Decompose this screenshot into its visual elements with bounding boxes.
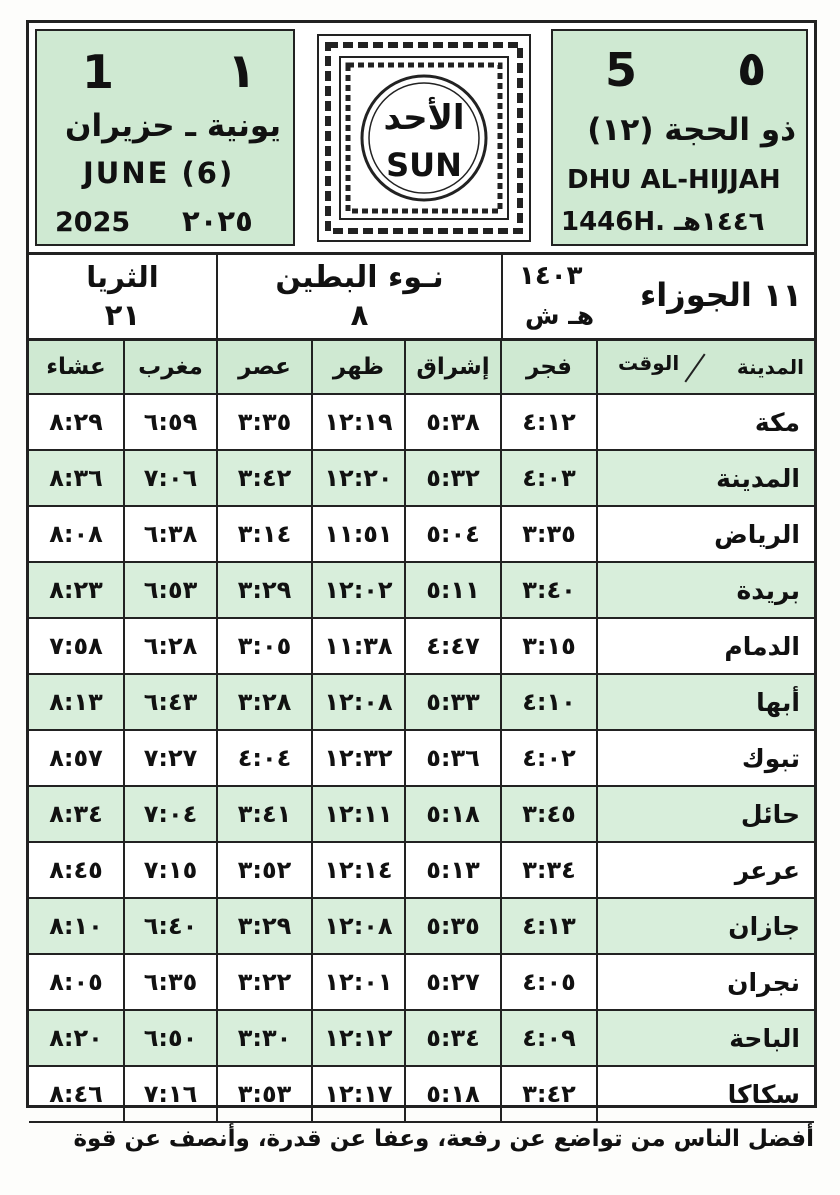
table-row [29,842,814,898]
prayer-time-cell: ٧:١٥ [124,842,217,898]
prayer-time-cell: ٨:٤٦ [29,1066,124,1122]
prayer-time-cell: ٨:٢٠ [29,1010,124,1066]
naw-day: ٨ [350,298,369,332]
prayer-time-cell: ٦:٤٠ [124,898,217,954]
city-name-cell: جازان [597,898,814,954]
table-header-row [29,341,814,394]
prayer-time-cell: ٥:٣٣ [405,674,501,730]
calendar-card [26,20,817,1108]
weekday-arabic: الأحد [383,98,465,138]
gregorian-year-arabic: ٢٠٢٥ [182,204,253,238]
solar-year: ١٤٠٣ [519,261,583,291]
prayer-time-cell: ١٢:١٢ [312,1010,405,1066]
city-name-cell: سكاكا [597,1066,814,1122]
naw-name: نـوء البطين [275,260,444,295]
prayer-time-cell: ٦:٥٠ [124,1010,217,1066]
prayer-time-cell: ٤:٠٩ [501,1010,597,1066]
table-row [29,1010,814,1066]
header-slash [684,354,705,383]
table-row [29,954,814,1010]
prayer-time-cell: ٨:٥٧ [29,730,124,786]
prayer-time-cell: ٦:٣٥ [124,954,217,1010]
gregorian-month-english: JUNE (6) [83,156,235,190]
prayer-time-cell: ٧:٥٨ [29,618,124,674]
prayer-time-cell: ٦:٤٣ [124,674,217,730]
prayer-time-cell: ٥:٣٢ [405,450,501,506]
prayer-time-cell: ١٢:٣٢ [312,730,405,786]
footer-quote: أفضل الناس من تواضع عن رفعة، وعفا عن قدرة، وأنصف عن قوة [73,1126,814,1152]
city-name-cell: نجران [597,954,814,1010]
weekday-english: SUN [386,146,462,184]
weekday-emblem [311,29,537,246]
prayer-time-cell: ٥:٢٧ [405,954,501,1010]
prayer-time-cell: ٧:٠٦ [124,450,217,506]
prayer-time-cell: ٥:١١ [405,562,501,618]
prayer-time-cell: ٤:١٢ [501,394,597,450]
table-row [29,898,814,954]
prayer-time-cell: ٥:١٣ [405,842,501,898]
prayer-time-cell: ٣:٤٥ [501,786,597,842]
prayer-time-cell: ٣:٥٣ [217,1066,312,1122]
divider [501,255,503,338]
prayer-time-cell: ٣:٤١ [217,786,312,842]
prayer-time-cell: ٨:٣٦ [29,450,124,506]
prayer-time-cell: ٥:١٨ [405,1066,501,1122]
prayer-time-cell: ١٢:٠٨ [312,898,405,954]
city-name-cell: بريدة [597,562,814,618]
city-name-cell: الباحة [597,1010,814,1066]
prayer-time-cell: ٣:٢٩ [217,898,312,954]
prayer-time-cell: ٣:٥٢ [217,842,312,898]
hijri-day-arabic: ٥ [737,41,767,97]
prayer-time-cell: ٥:٣٤ [405,1010,501,1066]
prayer-time-cell: ١٢:٠٨ [312,674,405,730]
prayer-time-cell: ٣:١٥ [501,618,597,674]
city-name-cell: حائل [597,786,814,842]
zodiac-date: ١١ الجوزاء [639,276,802,314]
prayer-time-cell: ٦:٥٩ [124,394,217,450]
gregorian-day-latin: 1 [82,45,115,99]
table-row [29,394,814,450]
prayer-time-cell: ٨:٣٤ [29,786,124,842]
prayer-time-cell: ٨:١٠ [29,898,124,954]
header-sunrise: إشراق [405,341,501,394]
header-asr: عصر [217,341,312,394]
prayer-time-cell: ٧:١٦ [124,1066,217,1122]
prayer-time-cell: ١٢:١١ [312,786,405,842]
table-row [29,506,814,562]
prayer-time-cell: ١٢:٢٠ [312,450,405,506]
prayer-time-cell: ٥:١٨ [405,786,501,842]
prayer-time-cell: ٦:٢٨ [124,618,217,674]
city-name-cell: المدينة [597,450,814,506]
prayer-time-cell: ٥:٣٥ [405,898,501,954]
prayer-time-cell: ١٢:١٤ [312,842,405,898]
hijri-day-latin: 5 [605,43,638,97]
prayer-time-cell: ٥:٠٤ [405,506,501,562]
prayer-time-cell: ٣:٣٤ [501,842,597,898]
prayer-time-cell: ٨:١٣ [29,674,124,730]
header-city-label: المدينة [736,355,804,379]
prayer-time-cell: ٨:٢٣ [29,562,124,618]
prayer-time-cell: ٨:٤٥ [29,842,124,898]
hijri-month-english: DHU AL-HIJJAH [567,165,781,195]
prayer-time-cell: ٣:٣٠ [217,1010,312,1066]
prayer-time-cell: ٤:٤٧ [405,618,501,674]
gregorian-month-arabic: يونية ـ حزيران [65,108,281,144]
star-day: ٢١ [104,298,141,332]
prayer-time-cell: ٦:٣٨ [124,506,217,562]
table-row [29,450,814,506]
astronomy-info-row [29,252,814,341]
prayer-time-cell: ٤:١٣ [501,898,597,954]
prayer-time-cell: ٤:٠٢ [501,730,597,786]
prayer-time-cell: ١٢:٠١ [312,954,405,1010]
prayer-time-cell: ٣:٤٢ [501,1066,597,1122]
hijri-year: 1446H. ١٤٤٦هـ [561,207,765,237]
prayer-time-cell: ٨:٠٥ [29,954,124,1010]
prayer-time-cell: ١٢:١٩ [312,394,405,450]
prayer-time-cell: ٤:١٠ [501,674,597,730]
city-name-cell: تبوك [597,730,814,786]
prayer-time-cell: ٧:٢٧ [124,730,217,786]
table-row [29,674,814,730]
prayer-time-cell: ٧:٠٤ [124,786,217,842]
solar-suffix: هـ ش [525,301,595,330]
header-time-label: الوقت [618,351,680,375]
calendar-header [29,23,814,252]
prayer-time-cell: ٥:٣٦ [405,730,501,786]
hijri-date-box [551,29,808,246]
gregorian-day-arabic: ١ [227,43,257,99]
hijri-month-arabic: ذو الحجة (١٢) [587,112,796,148]
prayer-time-cell: ٣:٢٨ [217,674,312,730]
prayer-time-cell: ٤:٠٣ [501,450,597,506]
prayer-time-cell: ٨:٠٨ [29,506,124,562]
gregorian-date-box [35,29,295,246]
prayer-time-cell: ٨:٢٩ [29,394,124,450]
prayer-time-cell: ٣:٤٢ [217,450,312,506]
prayer-time-cell: ١١:٥١ [312,506,405,562]
prayer-time-cell: ٣:١٤ [217,506,312,562]
prayer-time-cell: ٦:٥٣ [124,562,217,618]
header-isha: عشاء [29,341,124,394]
header-dhuhr: ظهر [312,341,405,394]
header-maghrib: مغرب [124,341,217,394]
prayer-time-cell: ٤:٠٥ [501,954,597,1010]
header-city-time [597,341,814,394]
header-fajr: فجر [501,341,597,394]
prayer-time-cell: ٤:٠٤ [217,730,312,786]
star-name: الثريا [86,260,159,294]
prayer-time-cell: ٣:٣٥ [217,394,312,450]
gregorian-year-latin: 2025 [55,207,131,238]
table-row [29,618,814,674]
prayer-times-table [29,341,814,1123]
city-name-cell: أبها [597,674,814,730]
prayer-time-cell: ٣:٤٠ [501,562,597,618]
prayer-time-cell: ٣:٢٩ [217,562,312,618]
table-row [29,730,814,786]
table-row [29,562,814,618]
city-name-cell: الرياض [597,506,814,562]
city-name-cell: عرعر [597,842,814,898]
table-body [29,394,814,1122]
prayer-time-cell: ٣:٣٥ [501,506,597,562]
prayer-time-cell: ١١:٣٨ [312,618,405,674]
prayer-time-cell: ١٢:١٧ [312,1066,405,1122]
table-row [29,1066,814,1122]
city-name-cell: مكة [597,394,814,450]
prayer-time-cell: ١٢:٠٢ [312,562,405,618]
table-row [29,786,814,842]
city-name-cell: الدمام [597,618,814,674]
prayer-time-cell: ٥:٣٨ [405,394,501,450]
prayer-time-cell: ٣:٢٢ [217,954,312,1010]
prayer-time-cell: ٣:٠٥ [217,618,312,674]
